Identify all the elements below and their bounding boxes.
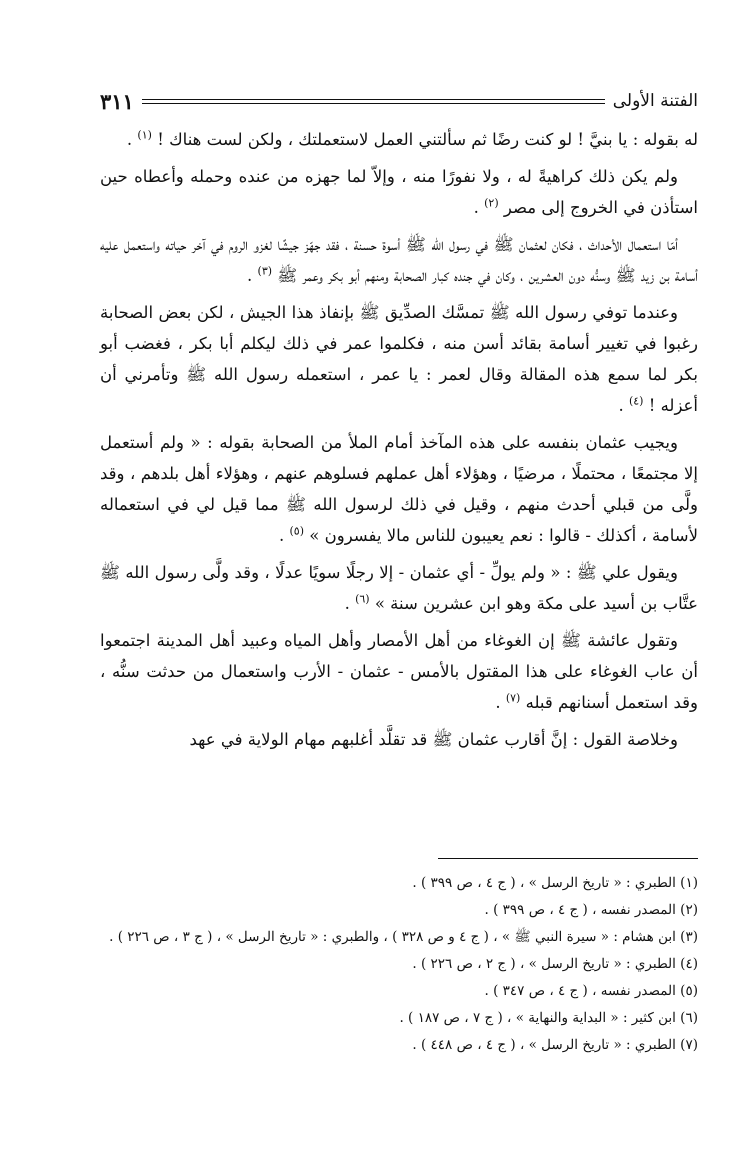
footnote: (٢) المصدر نفسه ، ( ج ٤ ، ص ٣٩٩ ) . (484, 902, 698, 918)
paragraph: وخلاصة القول : إنَّ أقارب عثمان ﷺ قد تقلَّد أغلبهم مهام الولاية في عهد (189, 730, 678, 749)
footnote-ref: (٣) (257, 264, 273, 278)
running-header (100, 86, 698, 116)
footnote: (١) الطبري : « تاريخ الرسل » ، ( ج ٤ ، ص ٣٩٩ ) . (412, 875, 698, 891)
page-number: ٣١١ (100, 88, 134, 114)
footnote: (٣) ابن هشام : « سيرة النبي ﷺ » ، ( ج ٤ و ص ٣٢٨ ) ، والطبري : « تاريخ الرسل » ، ( ج ٣ ، ص ٢٢٦ ) . (109, 929, 698, 945)
footnote: (٥) المصدر نفسه ، ( ج ٤ ، ص ٣٤٧ ) . (484, 983, 698, 999)
footnote-ref: (١) (137, 128, 152, 142)
header-rule (142, 99, 605, 104)
chapter-title: الفتنة الأولى (612, 91, 698, 111)
footnote-ref: (٦) (355, 592, 370, 606)
paragraph: وعندما توفي رسول الله ﷺ تمسَّك الصدِّيق ﷺ بإنفاذ هذا الجيش ، لكن بعض الصحابة رغبوا في تغيير أسامة بقائد أسن منه ، فكلموا عمر في ذلك ليكلم أبا بكر ، فغضب أبو بكر لما سمع هذه المقالة وقال لعمر : يا عمر ، استعمله رسول الله ﷺ وتأمرني أن أعزله ! $^{(٤)}$ . (100, 303, 698, 415)
paragraph: له بقوله : يا بنيَّ ! لو كنت رضًا ثم سألتني العمل لاستعملتك ، ولكن لست هناك ! $^{(١)}$ . (126, 128, 698, 149)
paragraph: ويقول علي ﷺ : « ولم يولِّ - أي عثمان - إلا رجلًا سويًا عدلًا ، وقد ولَّى رسول الله ﷺ عتَّاب بن أسيد على مكة وهو ابن عشرين سنة » $^{(٦)}$ . (100, 563, 698, 613)
paragraph: وتقول عائشة ﷺ إن الغوغاء من أهل الأمصار وأهل المياه وعبيد أهل المدينة اجتمعوا أن عاب الغوغاء على هذا المقتول بالأمس - عثمان - الأرب واستعمال من حدثت سنُّه ، وقد استعمل أسنانهم قبله $^{(٧)}$ . (100, 631, 698, 712)
footnote-ref: (٤) (628, 394, 644, 408)
footnote: (٦) ابن كثير : « البداية والنهاية » ، ( ج ٧ ، ص ١٨٧ ) . (399, 1010, 698, 1026)
paragraph: ولم يكن ذلك كراهيةً له ، ولا نفورًا منه ، وإلاّ لما جهزه من عنده وحمله وأعطاه حين استأذن في الخروج إلى مصر $^{(٢)}$ . (100, 167, 698, 217)
footnote-separator (438, 858, 698, 859)
main-text (100, 124, 698, 761)
paragraph: أمّا استعمال الأحداث ، فكان لعثمان ﷺ في رسول الله ﷺ أسوة حسنة ، فقد جهّز جيشًا لغزو الروم في آخر حياته واستعمل عليه أسامة بن زيد ﷺ وسنُّه دون العشرين ، وكان في جنده كبار الصحابة ومنهم أبو بكر وعمر ﷺ $^{(٣)}$ . (100, 235, 698, 285)
footnote-ref: (٢) (484, 196, 499, 210)
footnote-ref: (٥) (289, 524, 305, 538)
footnote-ref: (٧) (505, 691, 521, 705)
paragraph: ويجيب عثمان بنفسه على هذه المآخذ أمام الملأ من الصحابة بقوله : « ولم أستعمل إلا مجتمعًا ، محتملًا ، مرضيًا ، وهؤلاء أهل عملهم فسلوهم عنهم ، وهؤلاء أهل بلدهم ، وقد ولَّى من قبلي أحدث منهم ، وقيل في ذلك لرسول الله ﷺ مما قيل لي في استعماله لأسامة ، أكذلك - قالوا : نعم يعيبون للناس مالا يفسرون » $^{(٥)}$ . (100, 433, 698, 545)
footnote: (٤) الطبري : « تاريخ الرسل » ، ( ج ٢ ، ص ٢٢٦ ) . (412, 956, 698, 972)
footnote: (٧) الطبري : « تاريخ الرسل » ، ( ج ٤ ، ص ٤٤٨ ) . (412, 1037, 698, 1053)
footnotes (100, 870, 698, 1059)
